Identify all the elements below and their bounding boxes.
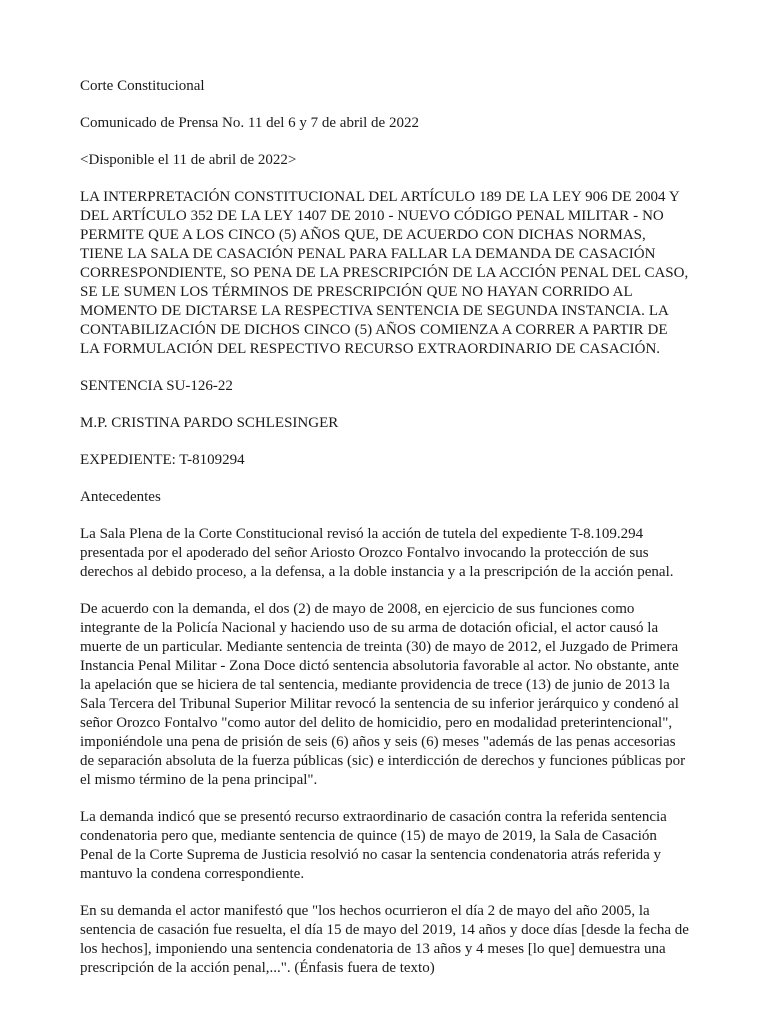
document-page <box>80 77 690 996</box>
file-number: EXPEDIENTE: T-8109294 <box>80 452 245 468</box>
court-name: Corte Constitucional <box>80 78 205 94</box>
magistrate: M.P. CRISTINA PARDO SCHLESINGER <box>80 415 339 431</box>
section-heading: Antecedentes <box>80 489 161 505</box>
availability-note: <Disponible el 11 de abril de 2022> <box>80 152 297 168</box>
paragraph: De acuerdo con la demanda, el dos (2) de mayo de 2008, en ejercicio de sus funciones como integrante de la Policía Nacional y haciendo uso de su arma de dotación oficial, el actor causó la muerte de un particular. Mediante sentencia de treinta (30) de mayo de 2012, el Juzgado de Primera Instancia Penal Militar - Zona Doce dictó sentencia absolutoria favorable al actor. No obstante, ante la apelación que se hiciera de tal sentencia, mediante providencia de trece (13) de junio de 2013 la Sala Tercera del Tribunal Superior Militar revocó la sentencia de su inferior jerárquico y condenó al señor Orozco Fontalvo "como autor del delito de homicidio, pero en modalidad preterintencional", imponiéndole una pena de prisión de seis (6) años y seis (6) meses "además de las penas accesorias de separación absoluta de la fuerza públicas (sic) e interdicción de derechos y funciones públicas por el mismo término de la pena principal". <box>80 601 686 788</box>
headline: LA INTERPRETACIÓN CONSTITUCIONAL DEL ARTÍCULO 189 DE LA LEY 906 DE 2004 Y DEL ARTÍCULO 352 DE LA LEY 1407 DE 2010 - NUEVO CÓDIGO PENAL MILITAR - NO PERMITE QUE A LOS CINCO (5) AÑOS QUE, DE ACUERDO CON DICHAS NORMAS, TIENE LA SALA DE CASACIÓN PENAL PARA FALLAR LA DEMANDA DE CASACIÓN CORRESPONDIENTE, SO PENA DE LA PRESCRIPCIÓN DE LA ACCIÓN PENAL DEL CASO, SE LE SUMEN LOS TÉRMINOS DE PRESCRIPCIÓN QUE NO HAYAN CORRIDO AL MOMENTO DE DICTARSE LA RESPECTIVA SENTENCIA DE SEGUNDA INSTANCIA. LA CONTABILIZACIÓN DE DICHOS CINCO (5) AÑOS COMIENZA A CORRER A PARTIR DE LA FORMULACIÓN DEL RESPECTIVO RECURSO EXTRAORDINARIO DE CASACIÓN. <box>80 189 689 357</box>
paragraph: En su demanda el actor manifestó que "los hechos ocurrieron el día 2 de mayo del año 2005, la sentencia de casación fue resuelta, el día 15 de mayo del 2019, 14 años y doce días [desde la fecha de los hechos], imponiendo una sentencia condenatoria de 13 años y 4 meses [lo que] demuestra una prescripción de la acción penal,...". (Énfasis fuera de texto) <box>80 903 689 976</box>
paragraph: La demanda indicó que se presentó recurso extraordinario de casación contra la referida sentencia condenatoria pero que, mediante sentencia de quince (15) de mayo de 2019, la Sala de Casación Penal de la Corte Suprema de Justicia resolvió no casar la sentencia condenatoria atrás referida y mantuvo la condena correspondiente. <box>80 809 667 882</box>
press-release-title: Comunicado de Prensa No. 11 del 6 y 7 de abril de 2022 <box>80 115 419 131</box>
sentence-id: SENTENCIA SU-126-22 <box>80 378 233 394</box>
paragraph: La Sala Plena de la Corte Constitucional revisó la acción de tutela del expediente T-8.109.294 presentada por el apoderado del señor Ariosto Orozco Fontalvo invocando la protección de sus derechos al debido proceso, a la defensa, a la doble instancia y a la prescripción de la acción penal. <box>80 526 674 580</box>
